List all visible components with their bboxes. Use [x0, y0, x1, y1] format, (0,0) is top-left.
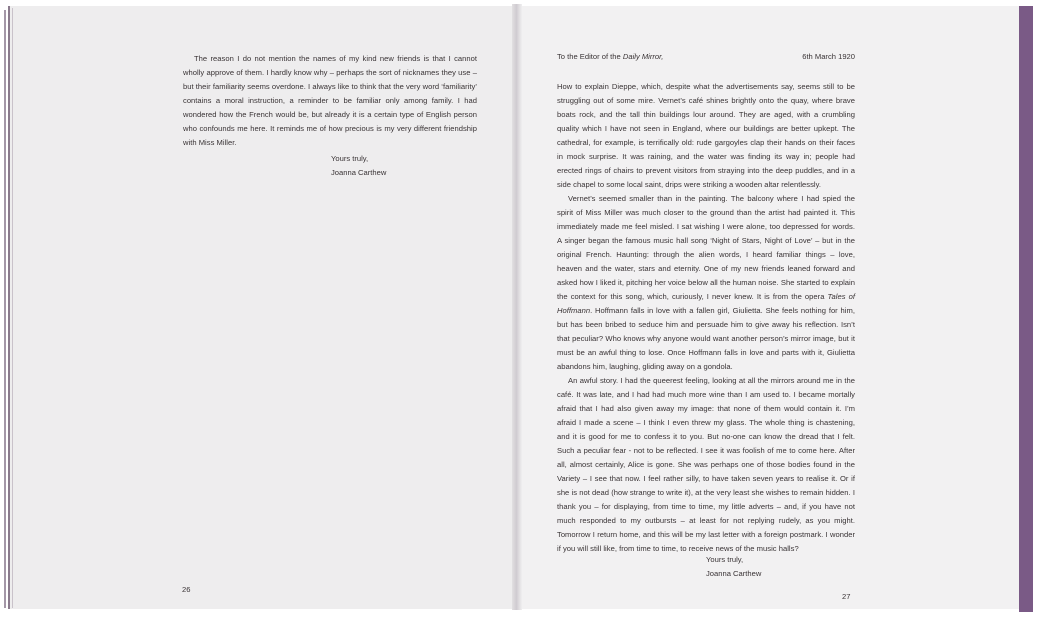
paragraph-2-part-a: Vernet’s seemed smaller than in the painting. The balcony where I had spied the spirit of Miss Miller was much closer to the ground than the artist had painted it. This immediately made me feel misled. I sat wishing I were alone, too depressed for words. A singer began the famous music hall song ‘Night of Stars, Night of Love’ – but in the original French. Haunting: through the alien words, I heard familiar things – love, heaven and the water, stars and eternity. One of my new friends leaned forward and asked how I liked it, pitching her voice below all the human noise. She started to explain the context for this song, which, curiously, I never knew. It is from the opera	[557, 194, 855, 301]
paragraph-3: An awful story. I had the queerest feeling, looking at all the mirrors around me in the café. It was late, and I had had much more wine than I am used to. I became mortally afraid that I had also given away my image: that none of them would contain it. I’m afraid I made a scene – I think I even threw my glass. The whole thing is chastening, and it is good for me to confess it to you. But no-one can know the dread that I felt. Such a peculiar fear - not to be reflected. I see it was foolish of me to come here. After all, almost certainly, Alice is gone. She was perhaps one of those bodies found in the Variety – I see that now. I feel rather silly, to have taken seven years to realise it. Or if she is not dead (how strange to write it), at the very least she wishes to remain hidden. I thank you – for displaying, from time to time, my little adverts – and, if you have not much responded to my outbursts – at least for not replying rudely, as you might. Tomorrow I return home, and this will be my last letter with a foreign postmark. I wonder if you will still like, from time to time, to receive news of the music halls?	[557, 376, 855, 553]
left-paragraph: The reason I do not mention the names of my kind new friends is that I cannot wholly approve of them. I hardly know why – perhaps the sort of nicknames they use – but their familiarity seems overdone. I always like to think that the very word ‘familiarity’ contains a moral instruction, a reminder to be familiar only among family. I had wondered how the French would be, but already it is a certain type of English person who confounds me here. It reminds me of how precious is my very different friendship with Miss Miller.	[183, 54, 477, 147]
left-page-body	[183, 52, 477, 150]
left-signature: Joanna Carthew	[331, 168, 387, 177]
opera-title: Tales of Hoffmann	[557, 292, 855, 315]
left-page-inner-edge	[12, 8, 13, 608]
salutation-prefix: To the Editor of the	[557, 52, 623, 61]
right-signature: Joanna Carthew	[706, 569, 762, 578]
right-page-number: 27	[842, 592, 851, 601]
book-gutter	[512, 4, 522, 610]
paragraph-2	[557, 192, 855, 374]
book-cover-edge	[1019, 6, 1033, 612]
letter-date: 6th March 1920	[802, 52, 855, 61]
newspaper-title: Daily Mirror,	[622, 52, 664, 61]
letter-salutation	[557, 52, 663, 61]
left-page-number: 26	[182, 585, 191, 594]
right-page-body	[557, 80, 855, 556]
paragraph-2-part-b: . Hoffmann falls in love with a fallen girl, Giulietta. She feels nothing for him, but has been bribed to seduce him and persuade him to give away his reflection. Isn’t that peculiar? Who knows why anyone would want another person’s mirror image, but it must be an awful thing to lose. Once Hoffmann falls in love and parts with it, Giulietta abandons him, laughing, gliding away on a gondola.	[557, 306, 855, 371]
left-closing: Yours truly,	[331, 154, 369, 163]
right-closing: Yours truly,	[706, 555, 744, 564]
paragraph-1: How to explain Dieppe, which, despite what the advertisements say, seems still to be struggling out of some mire. Vernet’s café shines brightly onto the quay, where brave boats rock, and the tall thin buildings lour around. They are aged, with a crumbling quality which I have not seen in England, where our buildings are better upkept. The cathedral, for example, is terrifically old: rude gargoyles clap their hands on their faces in mock surprise. It was raining, and the water was finding its way in; people had erected rings of chairs to prevent visitors from straying into the deep puddles, and in a side chapel to some local saint, drips were striking a wooden altar relentlessly.	[557, 82, 855, 189]
left-page-edge	[4, 10, 6, 608]
